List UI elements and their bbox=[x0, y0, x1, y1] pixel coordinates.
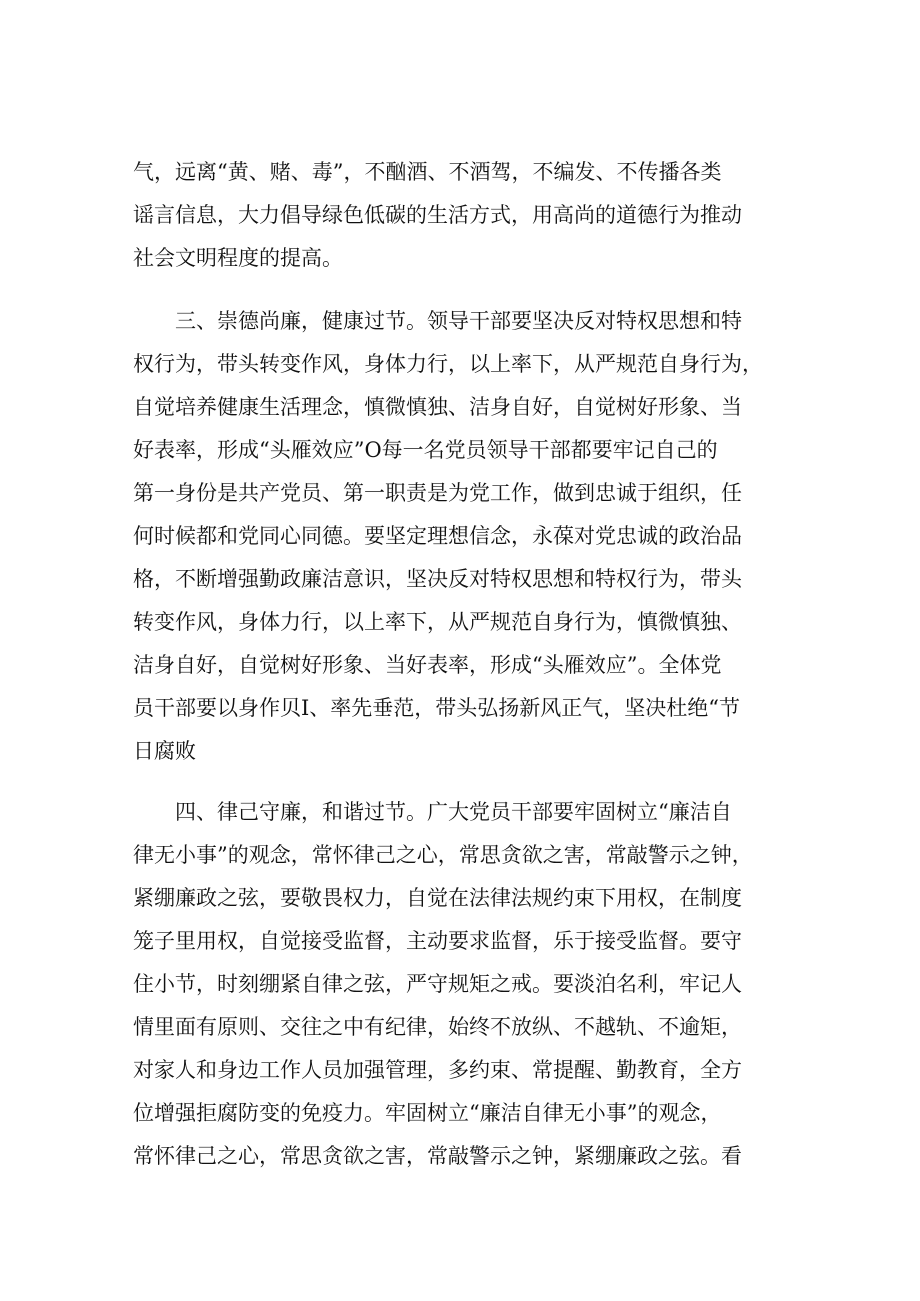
text-line: 对家人和身边工作人员加强管理，多约束、常提醒、勤教育，全方 bbox=[133, 1058, 742, 1082]
text-line: 谣言信息，大力倡导绿色低碳的生活方式，用高尚的道德行为推动 bbox=[133, 203, 742, 227]
text-line: 何时候都和党同心同德。要坚定理想信念，永葆对党忠诚的政治品 bbox=[133, 524, 742, 548]
text-line: 转变作风，身体力行，以上率下，从严规范自身行为，慎微慎独、 bbox=[133, 610, 742, 634]
paragraph-section-three bbox=[133, 300, 799, 773]
text-line: 情里面有原则、交往之中有纪律，始终不放纵、不越轨、不逾矩， bbox=[133, 1015, 742, 1039]
text-line: 气，远离“黄、赌、毒”，不酗酒、不酒驾，不编发、不传播各类 bbox=[133, 160, 722, 184]
text-line: 四、律己守廉，和谐过节。广大党员干部要牢固树立“廉洁自 bbox=[133, 800, 732, 824]
text-line: 住小节，时刻绷紧自律之弦，严守规矩之戒。要淡泊名利，牢记人 bbox=[133, 972, 742, 996]
text-line: 紧绷廉政之弦，要敬畏权力，自觉在法律法规约束下用权，在制度 bbox=[133, 886, 742, 910]
paragraph-continuation bbox=[133, 151, 799, 280]
text-line: 格，不断增强勤政廉洁意识，坚决反对特权思想和特权行为，带头 bbox=[133, 567, 742, 591]
text-line: 律无小事”的观念，常怀律己之心，常思贪欲之害，常敲警示之钟， bbox=[133, 843, 753, 867]
text-line: 权行为，带头转变作风，身体力行，以上率下，从严规范自身行为， bbox=[133, 352, 763, 376]
text-line: 笼子里用权，自觉接受监督，主动要求监督，乐于接受监督。要守 bbox=[133, 929, 742, 953]
document-body bbox=[133, 151, 799, 1196]
text-line: 常怀律己之心，常思贪欲之害，常敲警示之钟，紧绷廉政之弦。看 bbox=[133, 1144, 742, 1168]
text-line: 日腐败 bbox=[133, 739, 196, 763]
text-line: 洁身自好，自觉树好形象、当好表率，形成“头雁效应”。全体党 bbox=[133, 653, 722, 677]
text-line: 自觉培养健康生活理念，慎微慎独、洁身自好，自觉树好形象、当 bbox=[133, 395, 742, 419]
text-line: 位增强拒腐防变的免疫力。牢固树立“廉洁自律无小事”的观念， bbox=[133, 1101, 722, 1125]
text-line: 员干部要以身作贝I、率先垂范，带头弘扬新风正气，坚决杜绝“节 bbox=[133, 696, 741, 720]
paragraph-section-four bbox=[133, 791, 799, 1178]
text-line: 社会文明程度的提高。 bbox=[133, 246, 343, 270]
text-line: 第一身份是共产党员、第一职责是为党工作，做到忠诚于组织，任 bbox=[133, 481, 742, 505]
text-line: 三、崇德尚廉，健康过节。领导干部要坚决反对特权思想和特 bbox=[133, 309, 742, 333]
text-line: 好表率，形成“头雁效应”O每一名党员领导干部都要牢记自己的 bbox=[133, 438, 718, 462]
